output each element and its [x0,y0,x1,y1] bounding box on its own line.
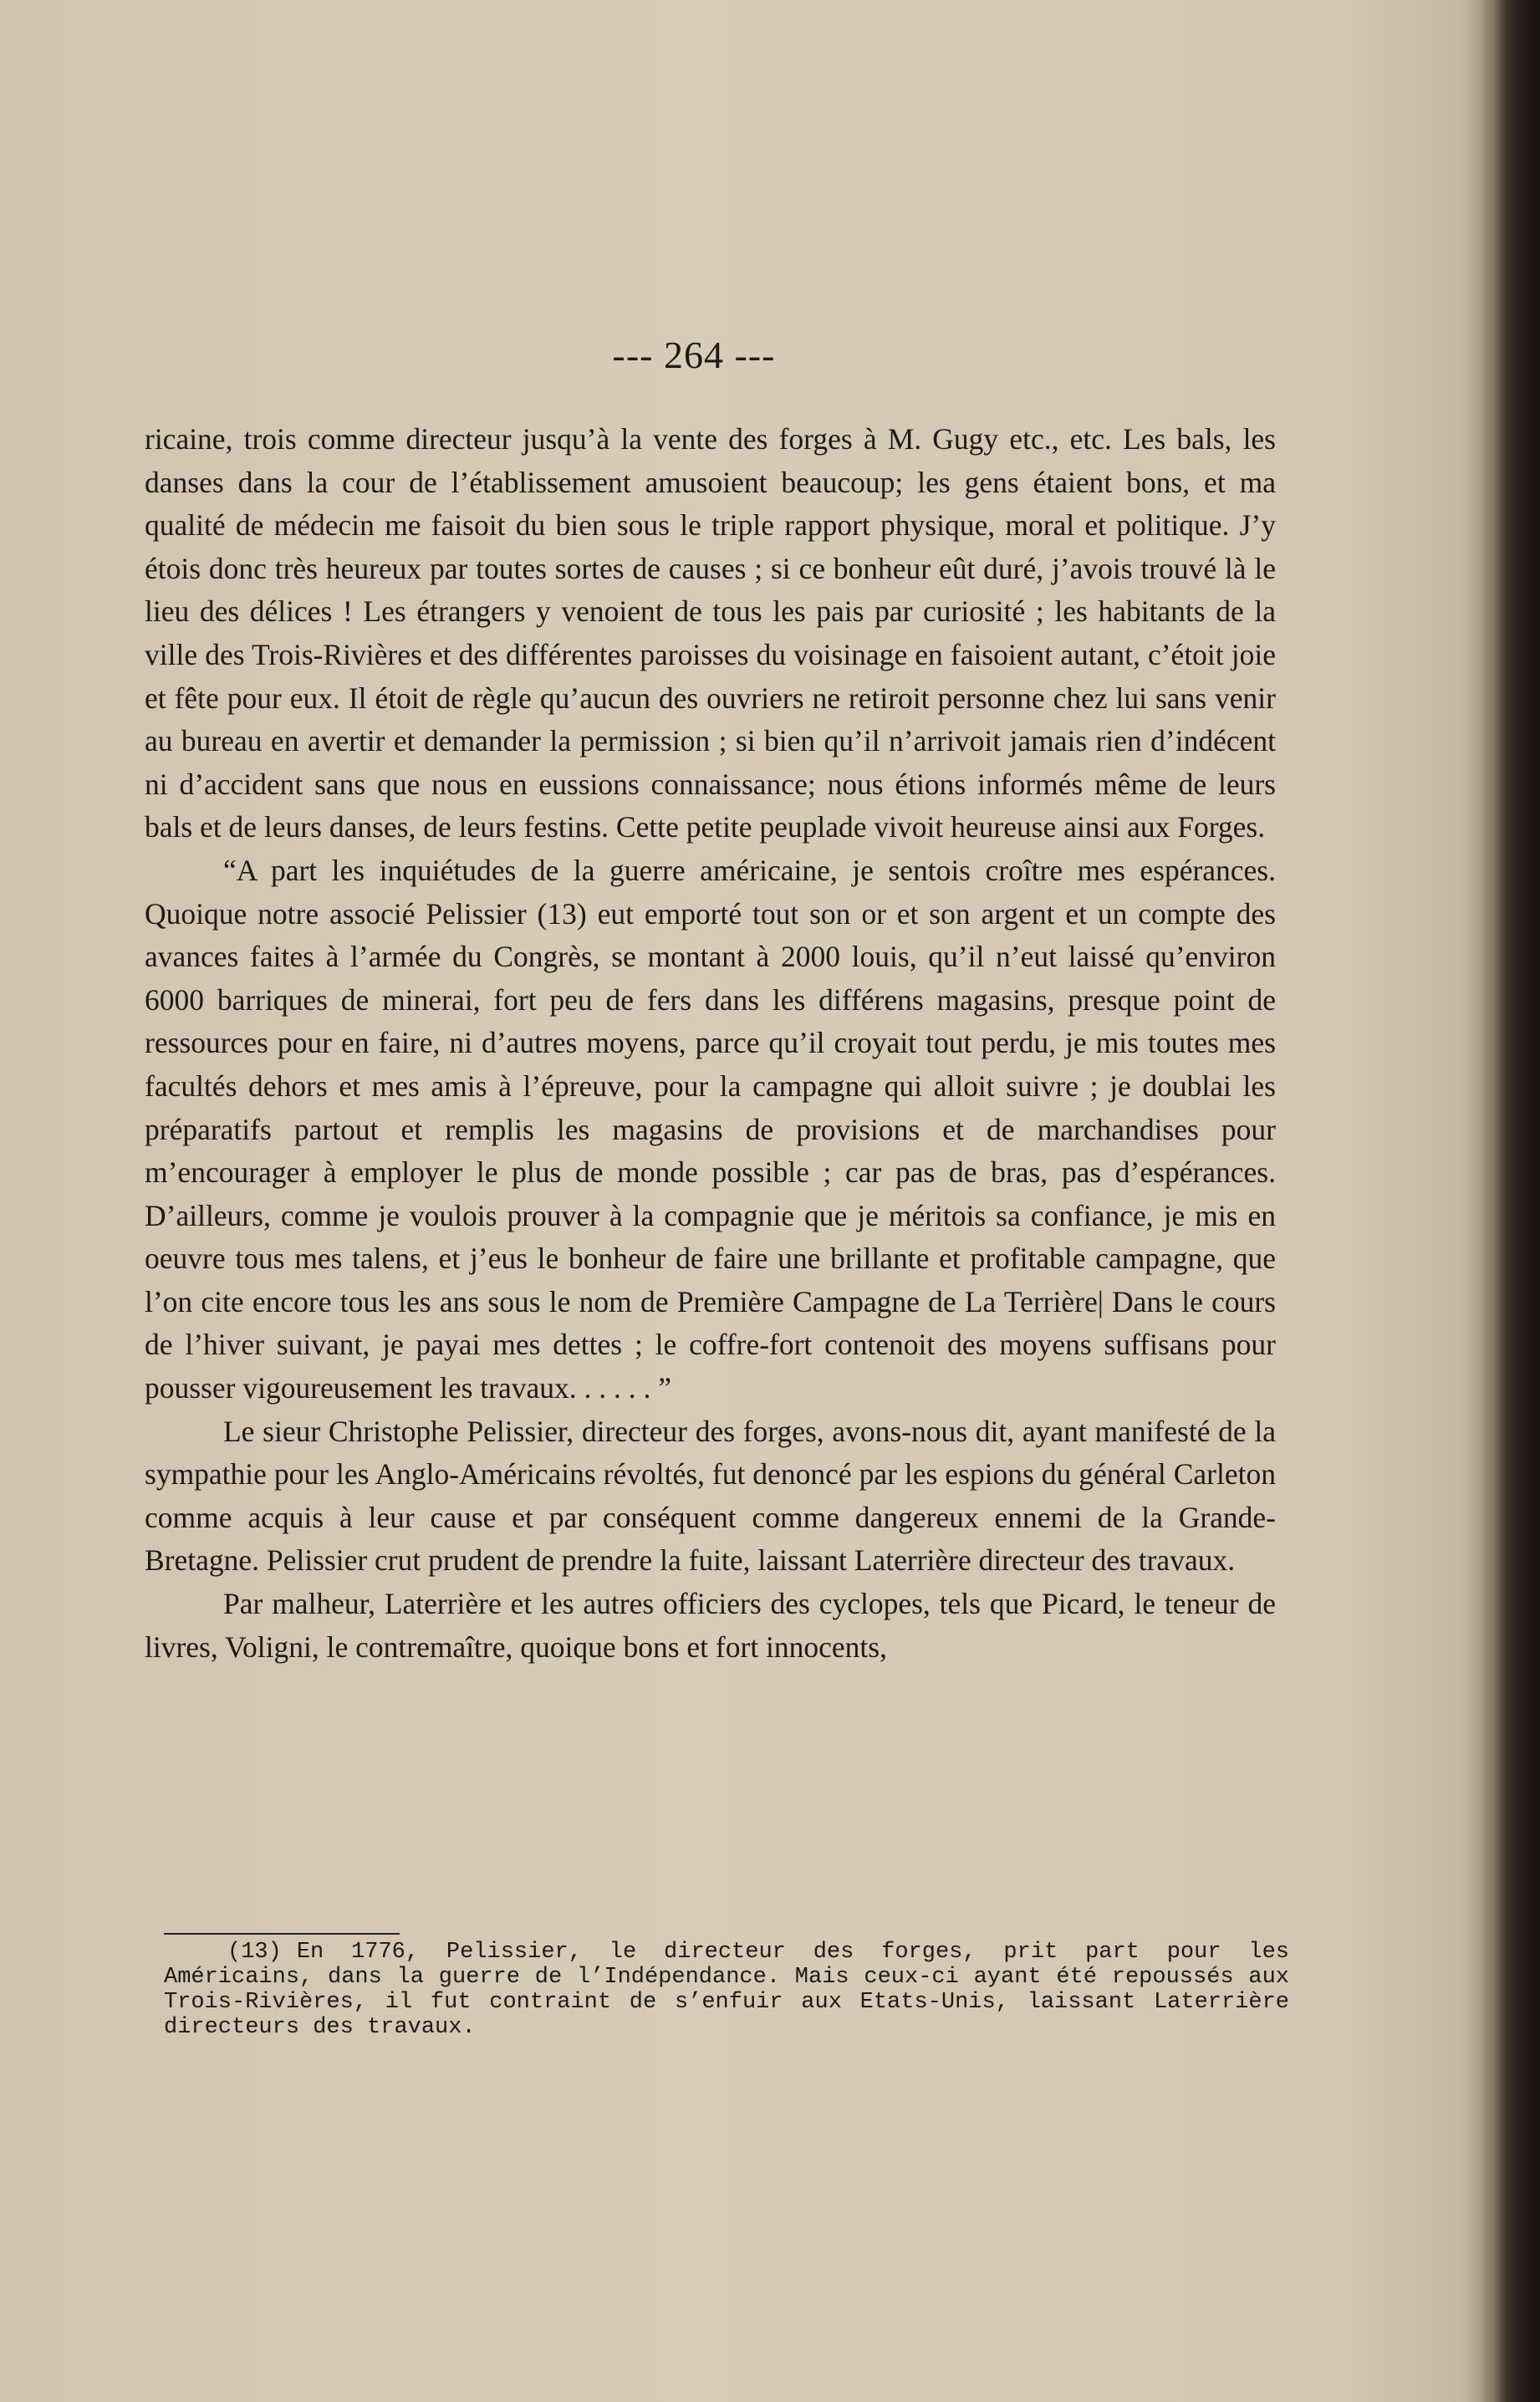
footnote [164,1940,1289,2040]
book-spine-shadow [1480,0,1540,2402]
paragraph: Le sieur Christophe Pelissier, directeur des forges, avons-nous dit, ayant manifesté de la sympathie pour les Anglo-Américains révoltés, fut denoncé par les espions du général Carleton comme acquis à leur cause et par conséquent comme dangereux ennemi de la Grande-Bretagne. Pelissier crut prudent de prendre la fuite, laissant Laterrière directeur des travaux. [145,1414,1276,1578]
paragraph: “A part les inquiétudes de la guerre américaine, je sentois croître mes espérances. Quoique notre associé Pelissier (13) eut emporté tout son or et son argent et un compte des avances faites à l’armée du Congrès, se montant à 2000 louis, qu’il n’eut laissé qu’environ 6000 barriques de minerai, fort peu de fers dans les différens magasins, presque point de ressources pour en faire, ni d’autres moyens, parce qu’il croyait tout perdu, je mis toutes mes facultés dehors et mes amis à l’épreuve, pour la campagne qui alloit suivre ; je doublai les préparatifs partout et remplis les magasins de provisions et de marchandises pour m’encourager à employer le plus de monde possible ; car pas de bras, pas d’espérances. D’ailleurs, comme je voulois prouver à la compagnie que je méritois sa confiance, je mis en oeuvre tous mes talens, et j’eus le bonheur de faire une brillante et profitable campagne, que l’on cite encore tous les ans sous le nom de Première Campagne de La Terrière| Dans le cours de l’hiver suivant, je payai mes dettes ; le coffre-fort contenoit des moyens suffisans pour pousser vigoureusement les travaux. . . . . . ” [145,853,1276,1405]
paragraph: ricaine, trois comme directeur jusqu’à la vente des forges à M. Gugy etc., etc. Les bals, les danses dans la cour de l’établissement amusoient beaucoup; les gens étaient bons, et ma qualité de médecin me faisoit du bien sous le triple rapport physique, moral et politique. J’y étois donc très heureux par toutes sortes de causes ; si ce bonheur eût duré, j’avois trouvé là le lieu des délices ! Les étrangers y venoient de tous les pais par curiosité ; les habitants de la ville des Trois-Rivières et des différentes paroisses du voisinage en faisoient autant, c’étoit joie et fête pour eux. Il étoit de règle qu’aucun des ouvriers ne retiroit personne chez lui sans venir au bureau en avertir et demander la permission ; si bien qu’il n’arrivoit jamais rien d’indécent ni d’accident sans que nous en eussions connaissance; nous étions informés même de leurs bals et de leurs danses, de leurs festins. Cette petite peuplade vivoit heureuse ainsi aux Forges. [145,422,1276,844]
paragraph: Par malheur, Laterrière et les autres officiers des cyclopes, tels que Picard, le teneur de livres, Voligni, le contremaître, quoique bons et fort innocents, [145,1587,1276,1664]
body-text [145,418,1276,1669]
page-number: --- 264 --- [612,334,776,376]
footnote-divider [164,1933,400,1935]
footnote-reference: (13) [227,1940,282,1965]
footnote-text: En 1776, Pelissier, le directeur des forges, prit part pour les Américains, dans la guerre de l’Indépendance. Mais ceux-ci ayant été repoussés aux Trois-Rivières, il fut contraint de s’enfuir aux Etats-Unis, laissant Laterrière directeurs des travaux. [164,1940,1289,2040]
